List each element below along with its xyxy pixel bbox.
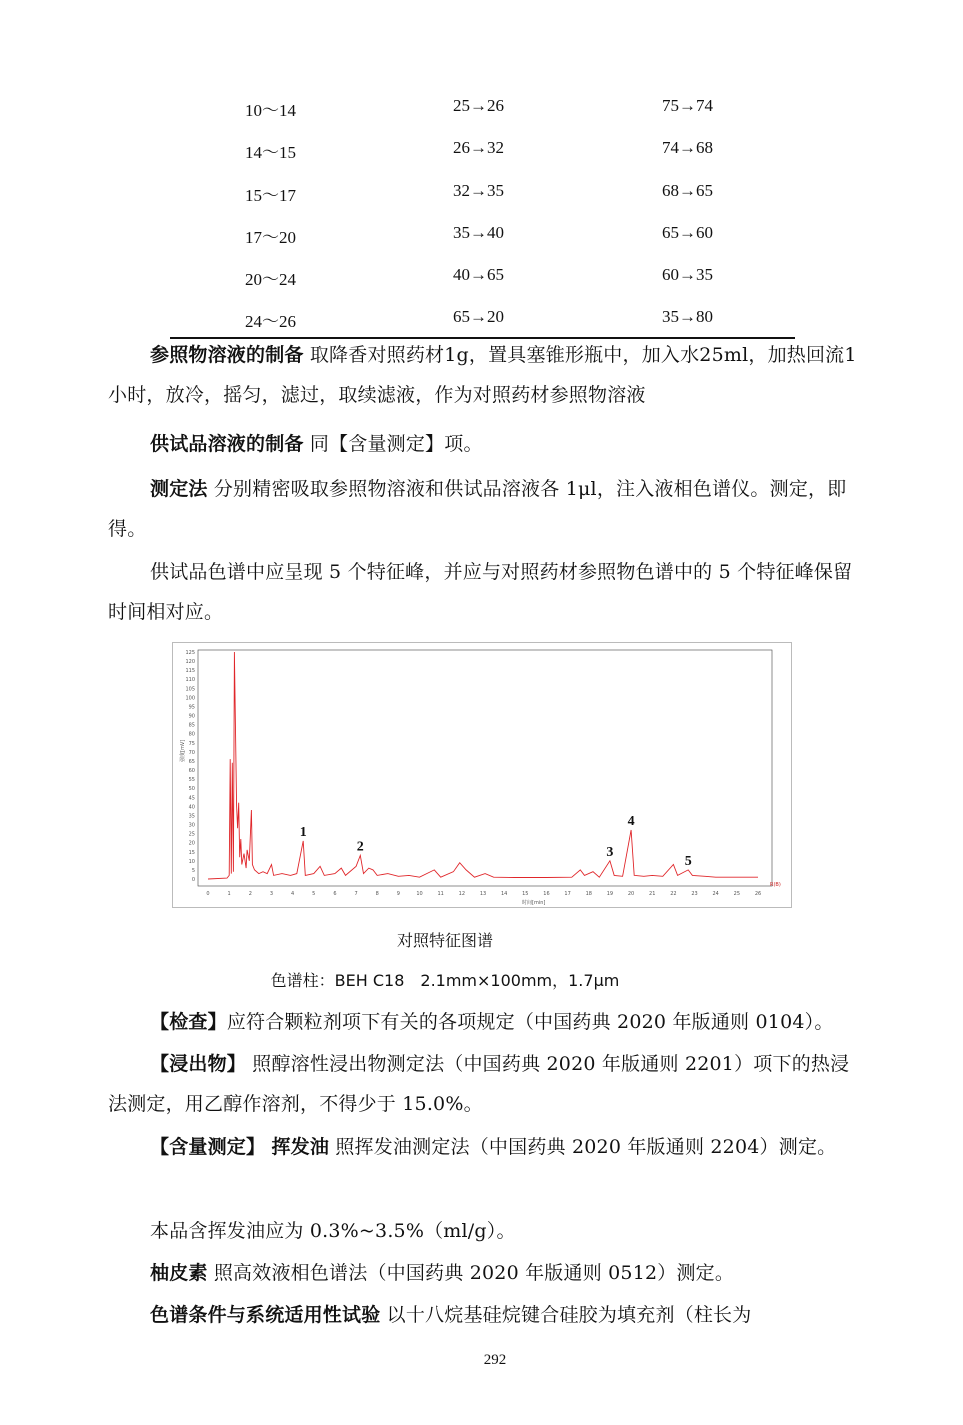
table-cell-phase-b: 65→60 bbox=[662, 223, 713, 242]
x-tick-label: 1 bbox=[227, 891, 231, 897]
x-tick-label: 10 bbox=[416, 891, 423, 897]
x-tick-label: 15 bbox=[522, 891, 529, 897]
x-tick-label: 5 bbox=[312, 891, 316, 897]
paragraph-text: 照高效液相色谱法（中国药典 2020 年版通则 0512）测定。 bbox=[213, 1262, 735, 1284]
peak-label: 1 bbox=[299, 824, 307, 840]
extract-paragraph bbox=[108, 1044, 860, 1124]
x-tick-label: 16 bbox=[543, 891, 550, 897]
x-tick-label: 0 bbox=[206, 891, 210, 897]
table-row bbox=[0, 307, 963, 333]
section-heading: 【浸出物】 bbox=[150, 1053, 247, 1075]
paragraph-text: 本品含挥发油应为 0.3%~3.5%（ml/g）。 bbox=[150, 1220, 516, 1242]
x-tick-label: 12 bbox=[458, 891, 466, 897]
table-row bbox=[0, 223, 963, 249]
conditions-paragraph bbox=[108, 1295, 860, 1335]
y-tick-label: 5 bbox=[191, 867, 195, 874]
y-tick-label: 15 bbox=[188, 849, 195, 856]
paragraph-text: 应符合颗粒剂项下有关的各项规定（中国药典 2020 年版通则 0104）。 bbox=[226, 1011, 834, 1033]
x-tick-label: 6 bbox=[333, 891, 337, 897]
y-tick-label: 20 bbox=[188, 840, 195, 847]
table-cell-phase-a: 65→20 bbox=[453, 307, 504, 326]
x-tick-label: 21 bbox=[649, 891, 656, 897]
section-heading: 【检查】 bbox=[150, 1011, 227, 1033]
paragraph-text: 照醇溶性浸出物测定法（中国药典 2020 年版通则 2201）项下的热浸法测定，用乙醇作溶剂，不得少于 15.0%。 bbox=[108, 1053, 850, 1115]
x-tick-label: 20 bbox=[627, 891, 635, 897]
section-heading: 【含量测定】 bbox=[150, 1136, 266, 1158]
column-note: 色谱柱：BEH C18 2.1mm×100mm，1.7μm bbox=[270, 971, 620, 990]
y-tick-label: 100 bbox=[185, 695, 195, 702]
inspection-paragraph bbox=[108, 1002, 860, 1042]
table-row bbox=[0, 265, 963, 291]
section-heading: 供试品溶液的制备 bbox=[150, 433, 304, 455]
paragraph-text: 供试品色谱中应呈现 5 个特征峰，并应与对照药材参照物色谱中的 5 个特征峰保留时间相对应。 bbox=[108, 561, 853, 623]
y-tick-label: 45 bbox=[188, 795, 195, 802]
peak-label: 2 bbox=[356, 839, 364, 855]
table-cell-phase-b: 35→80 bbox=[662, 307, 713, 326]
section-heading: 色谱条件与系统适用性试验 bbox=[150, 1304, 381, 1326]
naringin-paragraph bbox=[108, 1253, 860, 1293]
y-tick-label: 60 bbox=[188, 768, 195, 775]
y-tick-label: 85 bbox=[188, 722, 195, 729]
chart-frame bbox=[173, 643, 792, 908]
x-tick-label: 22 bbox=[670, 891, 677, 897]
section-heading: 测定法 bbox=[150, 478, 208, 500]
paragraph-text: 同【含量测定】项。 bbox=[309, 433, 483, 455]
figure-caption: 对照特征图谱 bbox=[396, 931, 493, 950]
table-cell-time: 17～20 bbox=[245, 228, 296, 247]
y-tick-label: 55 bbox=[188, 777, 195, 784]
test-solution-paragraph bbox=[108, 424, 860, 464]
y-tick-label: 35 bbox=[188, 813, 195, 820]
y-tick-label: 50 bbox=[188, 786, 195, 793]
paragraph-text: 取降香对照药材1g，置具塞锥形瓶中，加入水25ml，加热回流1小时，放冷，摇匀，滤过，取续滤液，作为对照药材参照物溶液 bbox=[108, 344, 857, 406]
x-tick-label: 4 bbox=[291, 891, 295, 897]
x-tick-label: 2 bbox=[248, 891, 252, 897]
y-tick-label: 75 bbox=[188, 740, 195, 747]
y-tick-label: 25 bbox=[188, 831, 195, 838]
method-paragraph bbox=[108, 469, 860, 549]
x-tick-label: 9 bbox=[396, 891, 400, 897]
paragraph-text: 以十八烷基硅烷键合硅胶为填充剂（柱长为 bbox=[386, 1304, 752, 1326]
paragraph-text: 照挥发油测定法（中国药典 2020 年版通则 2204）测定。 bbox=[335, 1136, 837, 1158]
ref-solution-paragraph bbox=[108, 335, 860, 415]
table-cell-time: 20～24 bbox=[245, 270, 296, 289]
assay-limit-paragraph bbox=[108, 1211, 860, 1251]
table-cell-time: 15～17 bbox=[245, 186, 296, 205]
table-cell-phase-b: 68→65 bbox=[662, 181, 713, 200]
y-tick-label: 10 bbox=[188, 858, 195, 865]
peak-label: 3 bbox=[606, 844, 614, 860]
table-cell-phase-a: 35→40 bbox=[453, 223, 504, 242]
x-tick-label: 14 bbox=[500, 891, 508, 897]
assay-paragraph bbox=[108, 1127, 860, 1167]
peak-label: 5 bbox=[684, 853, 692, 869]
section-heading: 柚皮素 bbox=[150, 1262, 208, 1284]
table-row bbox=[0, 181, 963, 207]
y-tick-label: 125 bbox=[185, 650, 195, 656]
y-tick-label: 105 bbox=[185, 686, 195, 693]
table-cell-phase-b: 74→68 bbox=[662, 138, 713, 157]
table-cell-phase-a: 40→65 bbox=[453, 265, 504, 284]
y-tick-label: 70 bbox=[188, 749, 195, 756]
y-tick-label: 40 bbox=[188, 804, 195, 811]
table-cell-phase-a: 25→26 bbox=[453, 96, 504, 115]
table-row bbox=[0, 138, 963, 164]
y-tick-label: 110 bbox=[185, 677, 195, 684]
peak-label: 4 bbox=[627, 813, 635, 829]
y-tick-label: 30 bbox=[188, 822, 195, 829]
x-tick-label: 24 bbox=[712, 891, 719, 897]
page-number: 292 bbox=[483, 1352, 507, 1368]
chromatogram-chart bbox=[172, 642, 792, 908]
table-cell-time: 24～26 bbox=[245, 312, 296, 331]
section-heading: 参照物溶液的制备 bbox=[150, 344, 304, 366]
y-tick-label: 115 bbox=[185, 668, 195, 675]
requirement-paragraph bbox=[108, 552, 860, 632]
table-cell-phase-a: 32→35 bbox=[453, 181, 504, 200]
x-tick-label: 11 bbox=[437, 891, 444, 897]
y-tick-label: 120 bbox=[185, 659, 195, 666]
x-tick-label: 25 bbox=[733, 891, 741, 897]
x-tick-label: 8 bbox=[375, 891, 379, 897]
x-tick-label: 23 bbox=[691, 891, 698, 897]
x-tick-label: 19 bbox=[606, 891, 614, 897]
table-cell-phase-b: 60→35 bbox=[662, 265, 713, 284]
subsection-heading: 挥发油 bbox=[271, 1136, 330, 1158]
x-axis-label: 时间[min] bbox=[522, 900, 546, 906]
x-tick-label: 18 bbox=[585, 891, 592, 897]
table-cell-phase-b: 75→74 bbox=[662, 96, 713, 115]
table-cell-time: 10～14 bbox=[245, 101, 296, 120]
y-tick-label: 65 bbox=[188, 758, 195, 765]
x-tick-label: 26 bbox=[754, 891, 762, 897]
paragraph-text: 分别精密吸取参照物溶液和供试品溶液各 1μl，注入液相色谱仪。测定，即得。 bbox=[108, 478, 847, 540]
trace-label: R(B) bbox=[770, 882, 781, 888]
table-row bbox=[0, 96, 963, 122]
y-tick-label: 95 bbox=[188, 704, 195, 711]
table-cell-phase-a: 26→32 bbox=[453, 138, 504, 157]
x-tick-label: 7 bbox=[354, 891, 358, 897]
y-tick-label: 90 bbox=[188, 713, 195, 720]
y-tick-label: 80 bbox=[188, 731, 195, 738]
y-tick-label: 0 bbox=[191, 877, 195, 883]
table-cell-time: 14～15 bbox=[245, 143, 296, 162]
x-tick-label: 3 bbox=[269, 891, 274, 897]
x-tick-label: 13 bbox=[479, 891, 487, 897]
y-axis-label: 强度[mV] bbox=[180, 739, 186, 762]
x-tick-label: 17 bbox=[564, 891, 571, 897]
